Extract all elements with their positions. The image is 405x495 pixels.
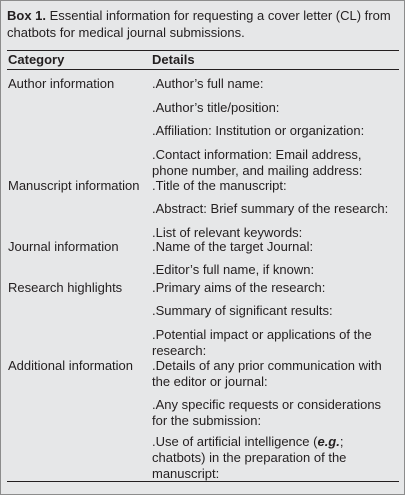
detail-item: .Editor’s full name, if known: <box>152 262 315 277</box>
detail-item: .Affiliation: Institution or organization: <box>152 123 365 138</box>
detail-item: .List of relevant keywords: <box>152 225 303 240</box>
category-author: Author information <box>8 76 115 91</box>
category-journal: Journal information <box>8 239 119 254</box>
category-research: Research highlights <box>8 280 123 295</box>
detail-ai-emphasis: e.g. <box>317 434 340 449</box>
category-additional: Additional information <box>8 358 134 373</box>
detail-item: .Summary of significant results: <box>152 303 333 318</box>
header-category: Category <box>8 52 65 67</box>
detail-item: .Details of any prior communication with the editor or journal: <box>152 358 382 389</box>
table-top-rule <box>7 50 399 51</box>
detail-item: .Title of the manuscript: <box>152 178 287 193</box>
caption-label: Box 1. <box>7 8 47 23</box>
header-details: Details <box>152 52 195 67</box>
caption-text: Essential information for requesting a cover letter (CL) from chatbots for medical journal submissions. <box>7 8 391 40</box>
detail-item: .Abstract: Brief summary of the research: <box>152 201 389 216</box>
detail-item: .Name of the target Journal: <box>152 239 314 254</box>
detail-item: .Potential impact or applications of the research: <box>152 327 372 358</box>
header-rule <box>7 69 399 70</box>
detail-item: .Contact information: Email address, phone number, and mailing address: <box>152 147 363 178</box>
detail-item: .Primary aims of the research: <box>152 280 326 295</box>
detail-item-ai <box>152 434 398 482</box>
category-manuscript: Manuscript information <box>8 178 140 193</box>
detail-ai-suffix: ; chatbots) in the preparation of the manuscript: <box>152 434 347 481</box>
detail-item: .Author’s full name: <box>152 76 264 91</box>
box-caption <box>7 7 399 41</box>
detail-item: .Author’s title/position: <box>152 100 280 115</box>
table-bottom-rule <box>7 481 399 482</box>
detail-ai-prefix: .Use of artificial intelligence ( <box>152 434 318 449</box>
detail-item: .Any specific requests or considerations for the submission: <box>152 397 382 428</box>
